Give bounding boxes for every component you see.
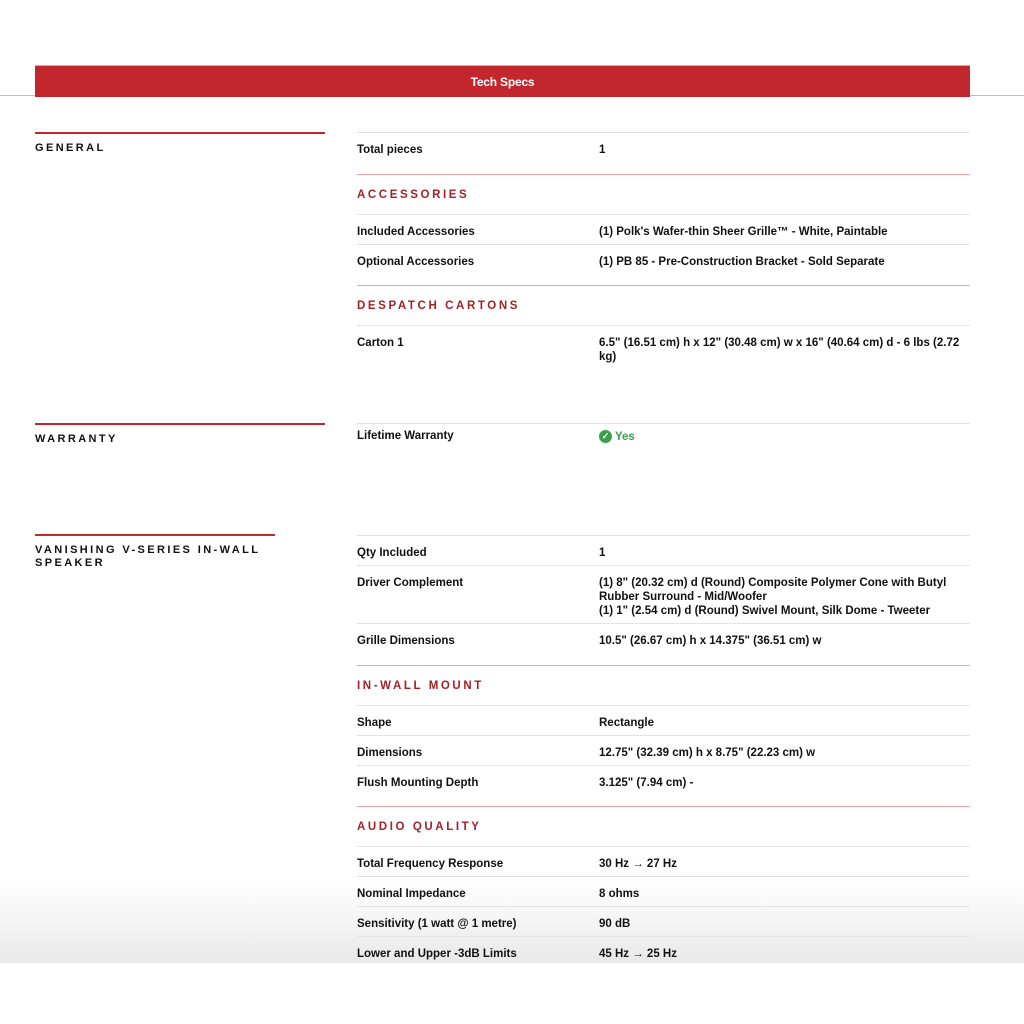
spec-value: (1) Polk's Wafer-thin Sheer Grille™ - White, Paintable [599,226,888,238]
spec-value: 6.5" (16.51 cm) h x 12" (30.48 cm) w x 16" (40.64 cm) d - 6 lbs (2.72 kg) [599,337,960,363]
spec-row [357,623,970,665]
spec-label: Optional Accessories [357,256,475,268]
spec-label: Total Frequency Response [357,858,504,870]
spec-label: Lower and Upper -3dB Limits [357,948,517,960]
section-title-accessories: ACCESSORIES [357,174,970,214]
spec-value: 3.125" (7.94 cm) - [599,777,694,789]
section-title-audio-quality: AUDIO QUALITY [357,806,970,846]
spec-row [357,906,970,936]
check-circle-icon: ✓ [599,430,612,443]
section-title-despatch-cartons: DESPATCH CARTONS [357,285,970,325]
spec-value: 90 dB [599,918,631,930]
spec-value-line: (1) 8" (20.32 cm) d (Round) Composite Polymer Cone with Butyl Rubber Surround - Mid/Woofer [599,577,947,603]
spec-value: 1 [599,547,606,559]
spec-label: Driver Complement [357,577,464,589]
spec-value: 45 Hz → 25 Hz [599,948,677,960]
section-title-in-wall-mount: IN-WALL MOUNT [357,665,970,705]
spec-value: 10.5" (26.67 cm) h x 14.375" (36.51 cm) w [599,635,822,647]
spec-label: Lifetime Warranty [357,430,454,442]
spec-label: Nominal Impedance [357,888,466,900]
spec-row [357,705,970,735]
spec-label: Sensitivity (1 watt @ 1 metre) [357,918,517,930]
spec-value: Yes [615,430,635,443]
spec-value: (1) PB 85 - Pre-Construction Bracket - Sold Separate [599,256,885,268]
spec-row [357,936,970,966]
spec-row [357,423,970,463]
group-title-warranty: WARRANTY [35,423,325,446]
spec-value: 8 ohms [599,888,640,900]
spec-label: Dimensions [357,747,423,759]
spec-row [357,244,970,285]
spec-label: Grille Dimensions [357,635,455,647]
spec-value-line: (1) 1" (2.54 cm) d (Round) Swivel Mount, Silk Dome - Tweeter [599,605,931,617]
spec-row [357,214,970,244]
spec-label: Shape [357,717,392,729]
tab-tech-specs[interactable] [35,65,970,97]
spec-row [357,846,970,876]
spec-value: 30 Hz → 27 Hz [599,858,677,870]
spec-value: Rectangle [599,717,654,729]
spec-label: Total pieces [357,144,423,156]
spec-value: 1 [599,144,606,156]
spec-label: Flush Mounting Depth [357,777,479,789]
spec-row [357,565,970,623]
spec-label: Qty Included [357,547,427,559]
spec-label: Included Accessories [357,226,475,238]
spec-row [357,132,970,174]
tab-label: Tech Specs [470,74,535,89]
spec-label: Carton 1 [357,337,404,349]
spec-row [357,325,970,385]
spec-value: 12.75" (32.39 cm) h x 8.75" (22.23 cm) w [599,747,816,759]
spec-row [357,735,970,765]
spec-row [357,876,970,906]
spec-row [357,765,970,806]
spec-row [357,535,970,565]
group-title-speaker: VANISHING V-SERIES IN-WALL SPEAKER [35,534,275,570]
group-title-general: GENERAL [35,132,325,155]
warranty-yes-badge [599,430,635,444]
